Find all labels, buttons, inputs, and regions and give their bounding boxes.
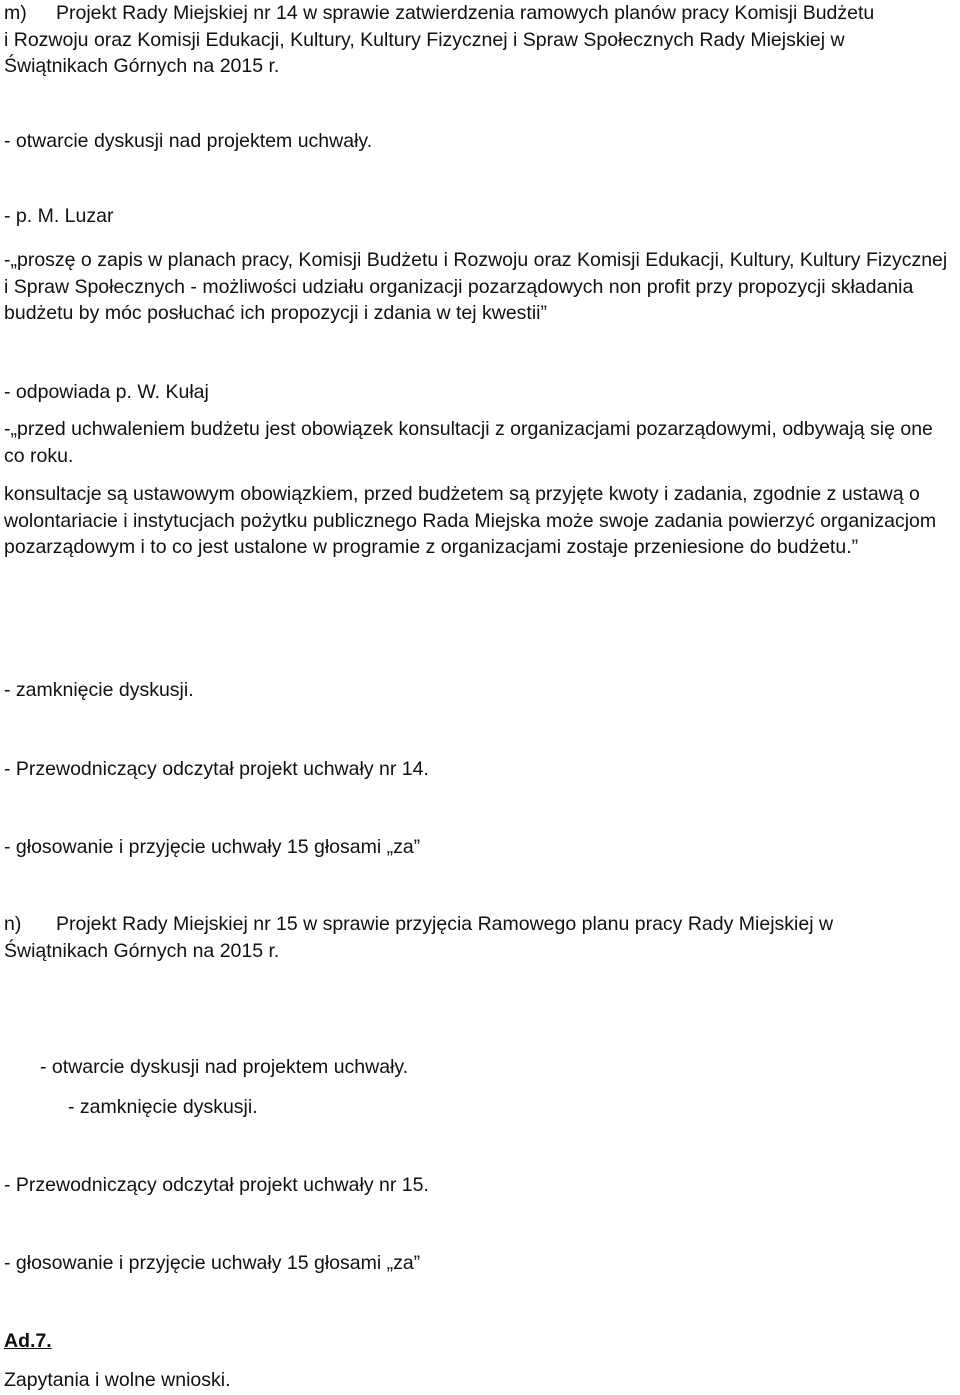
item-m-speaker2: - odpowiada p. W. Kułaj bbox=[4, 381, 209, 403]
item-m-speaker1: - p. M. Luzar bbox=[4, 205, 114, 227]
item-m-title-line1: Projekt Rady Miejskiej nr 14 w sprawie zatwierdzenia ramowych planów pracy Komisji Budżetu bbox=[56, 2, 875, 24]
item-n-label: n) bbox=[4, 913, 22, 935]
item-n-reading: - Przewodniczący odczytał projekt uchwały nr 15. bbox=[4, 1174, 429, 1196]
item-m-title bbox=[4, 0, 954, 80]
item-m-vote: - głosowanie i przyjęcie uchwały 15 głosami „za” bbox=[4, 836, 421, 858]
item-n-close-discussion: - zamknięcie dyskusji. bbox=[68, 1096, 258, 1118]
item-m-open-discussion: - otwarcie dyskusji nad projektem uchwały. bbox=[4, 130, 373, 152]
item-n-title bbox=[4, 911, 954, 964]
item-m-speaker2-text1: -„przed uchwaleniem budżetu jest obowiązek konsultacji z organizacjami pozarządowymi, odbywają się one co roku. bbox=[4, 418, 933, 467]
item-m-title-rest: i Rozwoju oraz Komisji Edukacji, Kultury, Kultury Fizycznej i Spraw Społecznych Rady Miejskiej w Świątnikach Górnych na 2015 r. bbox=[4, 28, 845, 77]
item-m-label: m) bbox=[4, 2, 27, 24]
item-n-vote: - głosowanie i przyjęcie uchwały 15 głosami „za” bbox=[4, 1252, 421, 1274]
item-n-open-discussion: - otwarcie dyskusji nad projektem uchwały. bbox=[40, 1056, 409, 1078]
item-m-speaker2-text2: konsultacje są ustawowym obowiązkiem, przed budżetem są przyjęte kwoty i zadania, zgodnie z ustawą o wolontariacie i instytucjach pożytku publicznego Rada Miejska może swoje zadania powierzyć organizacjom pozarządowym i to co jest ustalone w programie z organizacjami zostaje przeniesione do budżetu.” bbox=[4, 483, 937, 558]
item-n-title-rest: Świątnikach Górnych na 2015 r. bbox=[4, 939, 280, 962]
item-m-close-discussion: - zamknięcie dyskusji. bbox=[4, 679, 194, 701]
ad7-subheading: Zapytania i wolne wnioski. bbox=[4, 1369, 231, 1391]
item-m-reading: - Przewodniczący odczytał projekt uchwały nr 14. bbox=[4, 758, 429, 780]
ad7-heading: Ad.7. bbox=[4, 1330, 52, 1352]
item-m-speaker1-text: -„proszę o zapis w planach pracy, Komisji Budżetu i Rozwoju oraz Komisji Edukacji, Kultury, Kultury Fizycznej i Spraw Społecznych - możliwości udziału organizacji pozarządowych non profit przy propozycji składania budżetu by móc posłuchać ich propozycji i zdania w tej kwestii” bbox=[4, 249, 948, 324]
item-n-title-line1: Projekt Rady Miejskiej nr 15 w sprawie przyjęcia Ramowego planu pracy Rady Miejskiej w bbox=[56, 913, 834, 935]
